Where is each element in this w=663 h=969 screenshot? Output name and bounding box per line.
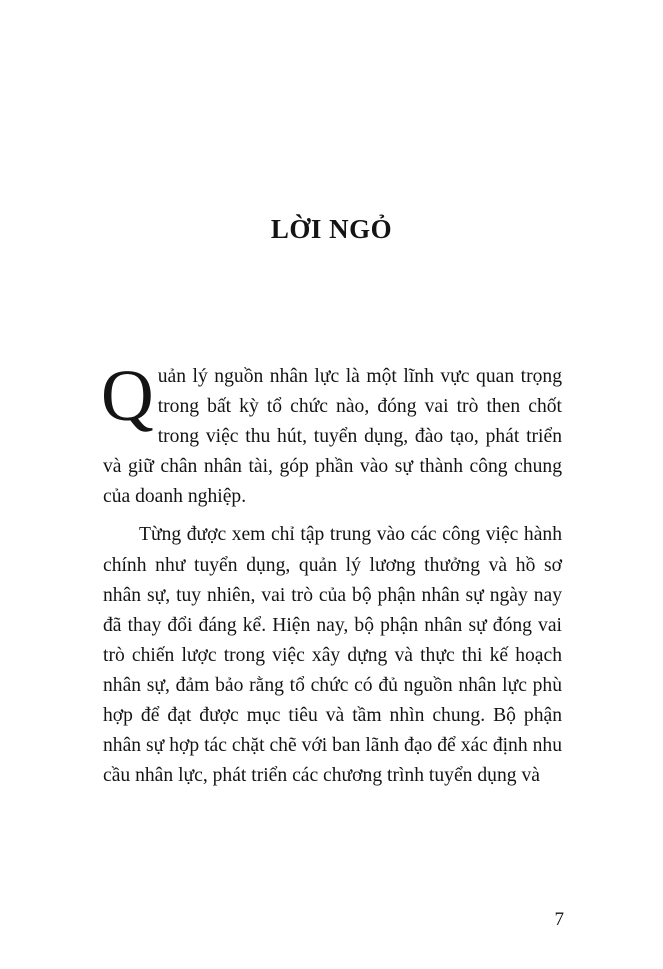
paragraph-first-text: uản lý nguồn nhân lực là một lĩnh vực quan trọng trong bất kỳ tổ chức nào, đóng vai trò then chốt trong việc thu hút, tuyển dụng, đào tạo, phát triển và giữ chân nhân tài, góp phần vào sự thành công chung của doanh nghiệp.	[103, 366, 562, 508]
paragraph-second: Từng được xem chỉ tập trung vào các công việc hành chính như tuyển dụng, quản lý lương thưởng và hồ sơ nhân sự, tuy nhiên, vai trò của bộ phận nhân sự ngày nay đã thay đổi đáng kể. Hiện nay, bộ phận nhân sự đóng vai trò chiến lược trong việc xây dựng và thực thi kế hoạch nhân sự, đảm bảo rằng tổ chức có đủ nguồn nhân lực phù hợp để đạt được mục tiêu và tầm nhìn chung. Bộ phận nhân sự hợp tác chặt chẽ với ban lãnh đạo để xác định nhu cầu nhân lực, phát triển các chương trình tuyển dụng và	[103, 524, 562, 787]
chapter-title: LỜI NGỎ	[270, 214, 393, 244]
page-number: 7	[554, 909, 564, 930]
body-text	[101, 355, 562, 799]
drop-cap: Q	[101, 355, 154, 436]
paragraph-first	[101, 355, 562, 512]
